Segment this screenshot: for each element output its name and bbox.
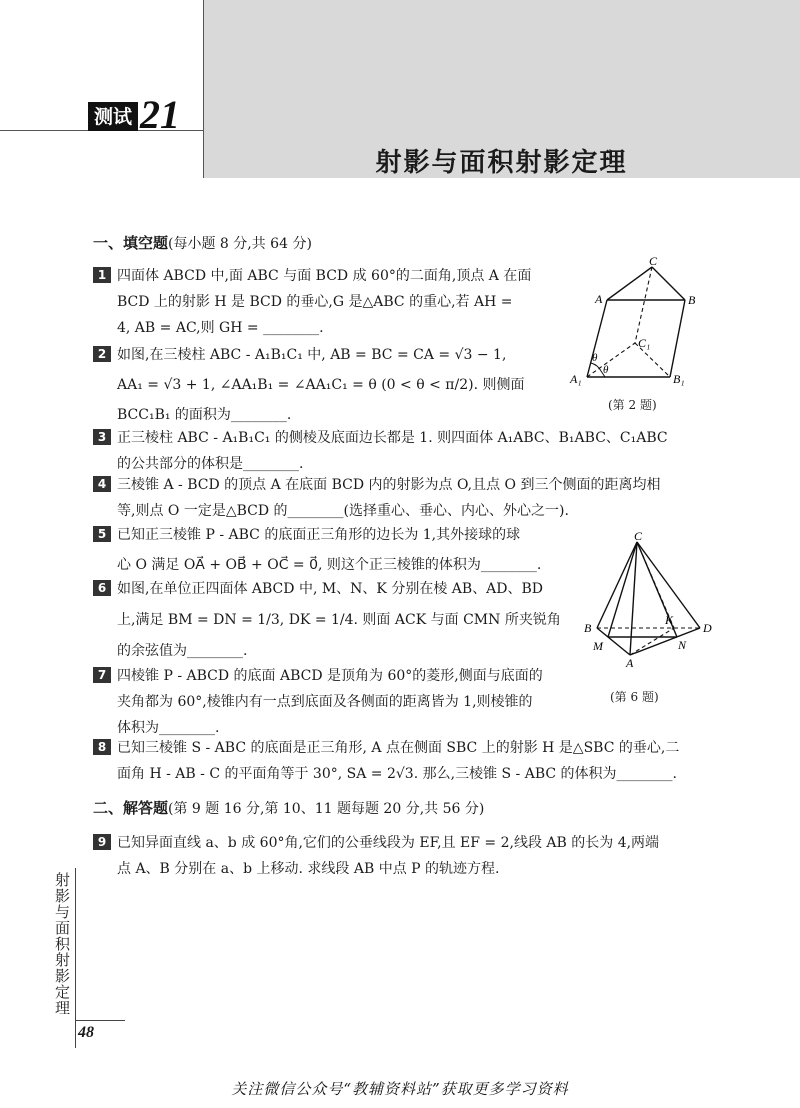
question-line: 如图,在三棱柱 ABC - A₁B₁C₁ 中, AB = BC = CA = √3 − 1, — [117, 347, 507, 363]
figure-q6-caption: (第 6 题) — [610, 690, 659, 704]
edge-cb — [597, 542, 637, 628]
label-m: M — [593, 639, 603, 653]
page-title: 射影与面积射影定理 — [375, 148, 628, 178]
question-line: 面角 H - AB - C 的平面角等于 30°, SA = 2√3. 那么,三棱锥 S - ABC 的体积为________. — [117, 766, 678, 782]
test-badge — [88, 92, 181, 137]
edge-cb — [652, 267, 685, 300]
question-line: 如图,在单位正四面体 ABCD 中, M、N、K 分别在棱 AB、AD、BD — [117, 581, 544, 597]
figure-q6-tetrahedron — [580, 530, 720, 670]
question-number: 5 — [93, 526, 111, 542]
question-number: 3 — [93, 429, 111, 445]
section-title: 一、填空题 — [93, 234, 169, 252]
question-line: 心 O 满足 OA⃗ + OB⃗ + OC⃗ = 0⃗, 则这个正三棱锥的体积为________. — [117, 557, 542, 573]
question-number: 7 — [93, 667, 111, 683]
page-number-divider — [75, 1020, 125, 1021]
question-line: 的公共部分的体积是________. — [117, 456, 304, 472]
figure-q2-caption: (第 2 题) — [608, 398, 657, 412]
angle-arc-1 — [591, 363, 601, 371]
question-line: 4, AB = AC,则 GH = ________. — [117, 320, 324, 336]
label-c: C — [649, 255, 658, 268]
question-line: 已知正三棱锥 P - ABC 的底面正三角形的边长为 1,其外接球的球 — [117, 527, 521, 543]
question-line: BCC₁B₁ 的面积为________. — [117, 407, 292, 423]
side-chapter-title: 射影与面积射影定理 — [53, 872, 71, 1016]
test-number: 21 — [140, 92, 181, 137]
question-5 — [93, 520, 541, 580]
footer-watermark: 关注微信公众号“教辅资料站”获取更多学习资料 — [231, 1080, 569, 1098]
label-a1: A₁ — [570, 372, 582, 386]
question-4 — [93, 472, 660, 524]
label-b: B — [584, 621, 592, 635]
section-note: (第 9 题 16 分,第 10、11 题每题 20 分,共 56 分) — [168, 801, 485, 817]
page-number: 48 — [78, 1024, 94, 1041]
label-theta: θ — [603, 364, 609, 376]
question-line: 夹角都为 60°,棱锥内有一点到底面及各侧面的距离皆为 1,则棱锥的 — [117, 694, 533, 710]
question-8 — [93, 735, 679, 787]
question-2 — [93, 340, 524, 430]
question-line: 上,满足 BM = DN = 1/3, DK = 1/4. 则面 ACK 与面 CMN 所夹锐角 — [117, 612, 561, 628]
question-line: BCD 上的射影 H 是 BCD 的垂心,G 是△ABC 的重心,若 AH = — [117, 294, 513, 310]
test-label: 测试 — [88, 102, 138, 131]
question-number: 6 — [93, 580, 111, 596]
question-line: AA₁ = √3 + 1, ∠AA₁B₁ = ∠AA₁C₁ = θ (0 < θ < π/2). 则侧面 — [117, 377, 525, 393]
label-a: A — [626, 656, 634, 670]
label-b: B — [688, 293, 696, 307]
question-line: 四棱锥 P - ABCD 的底面 ABCD 是顶角为 60°的菱形,侧面与底面的 — [117, 668, 543, 684]
question-line: 三棱锥 A - BCD 的顶点 A 在底面 BCD 内的射影为点 O,且点 O 到三个侧面的距离均相 — [117, 477, 661, 493]
label-k: K — [665, 613, 674, 627]
question-line: 体积为________. — [117, 720, 220, 736]
question-6 — [93, 574, 561, 667]
question-7 — [93, 663, 543, 741]
question-number: 1 — [93, 267, 111, 283]
edge-ak — [630, 628, 674, 655]
question-line: 等,则点 O 一定是△BCD 的________(选择重心、垂心、内心、外心之一). — [117, 503, 569, 519]
label-n: N — [678, 638, 687, 652]
edge-bb1 — [670, 300, 685, 377]
label-c1: C₁ — [638, 336, 651, 350]
question-1 — [93, 263, 531, 341]
question-3 — [93, 425, 668, 477]
label-c: C — [634, 530, 643, 543]
edge-ca — [630, 542, 637, 655]
question-9 — [93, 830, 659, 882]
label-b1: B₁ — [673, 372, 685, 386]
question-number: 8 — [93, 739, 111, 755]
section-fill-in — [93, 232, 312, 253]
side-divider — [75, 868, 76, 1048]
section-note: (每小题 8 分,共 64 分) — [168, 236, 312, 252]
figure-q2-prism — [565, 255, 715, 390]
question-line: 已知三棱锥 S - ABC 的底面是正三角形, A 点在侧面 SBC 上的射影 H 是△SBC 的垂心,二 — [117, 740, 680, 756]
question-line: 的余弦值为________. — [117, 643, 248, 659]
label-a: A — [595, 292, 603, 306]
label-d: D — [703, 621, 712, 635]
question-line: 点 A、B 分别在 a、b 上移动. 求线段 AB 中点 P 的轨迹方程. — [117, 861, 500, 877]
question-number: 4 — [93, 476, 111, 492]
question-number: 9 — [93, 834, 111, 850]
section-answer — [93, 797, 484, 818]
question-number: 2 — [93, 346, 111, 362]
section-title: 二、解答题 — [93, 799, 169, 817]
label-theta: θ — [592, 352, 598, 364]
edge-ad — [630, 628, 700, 655]
question-line: 四面体 ABCD 中,面 ABC 与面 BCD 成 60°的二面角,顶点 A 在面 — [117, 268, 532, 284]
question-line: 已知异面直线 a、b 成 60°角,它们的公垂线段为 EF,且 EF = 2,线段 AB 的长为 4,两端 — [117, 835, 660, 851]
question-line: 正三棱柱 ABC - A₁B₁C₁ 的侧棱及底面边长都是 1. 则四面体 A₁ABC、B₁ABC、C₁ABC — [117, 430, 668, 446]
